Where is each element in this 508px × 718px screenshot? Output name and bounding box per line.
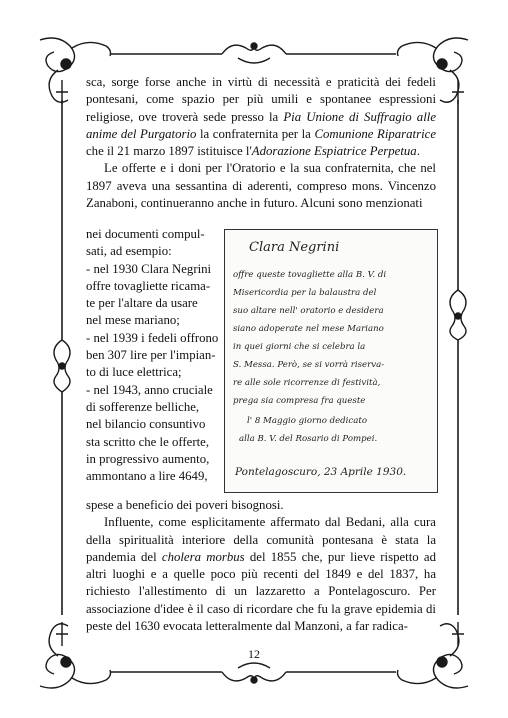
letter-line: suo altare nell' oratorio e desidera bbox=[233, 306, 384, 316]
text-run: del 1855 che, pur lieve rispetto ad altri luoghi e a quelle poco più recenti del 1849 e del 1837, ha richiesto l'allestimento di un lazzaretto a Pontelagoscuro. Per associazione d'idee è il caso di ricordare che fu la grave epidemia di peste del 1630 evocata letteralmente dal Manzoni, a far radica- bbox=[86, 549, 436, 634]
body-text-top bbox=[86, 74, 436, 212]
letter-line: l' 8 Maggio giorno dedicato bbox=[247, 416, 367, 426]
text-run: la confraternita per la bbox=[196, 126, 315, 141]
wrapped-line: nel bilancio consuntivo bbox=[86, 417, 206, 432]
bottom-center-ornament bbox=[222, 663, 286, 683]
letter-line: in quei giorni che si celebra la bbox=[233, 342, 366, 352]
wrapped-line: sta scritto che le offerte, bbox=[86, 434, 210, 449]
page-number: 12 bbox=[248, 647, 260, 661]
letter-line: prega sia compresa fra queste bbox=[233, 396, 366, 406]
wrapped-line: ben 307 lire per l'impian- bbox=[86, 348, 216, 363]
wrapped-text-column bbox=[86, 226, 219, 485]
italic-phrase: Pia Unione di Suffragio alle anime del Purgatorio bbox=[86, 109, 436, 141]
wrapped-line: - nel 1943, anno cruciale bbox=[86, 382, 213, 397]
top-center-ornament bbox=[222, 43, 286, 63]
wrapped-line: ammontano a lire 4649, bbox=[86, 469, 208, 484]
body-text-bottom bbox=[86, 497, 436, 635]
wrapped-line: - nel 1939 i fedeli offrono bbox=[86, 330, 219, 345]
paragraph-2: Le offerte e i doni per l'Oratorio e la sua confraternita, che nel 1897 aveva una sessantina di aderenti, compreso mons. Vincenzo Zanaboni, continueranno anche in futuro. Alcuni sono menzionati bbox=[86, 161, 436, 211]
right-middle-ornament bbox=[450, 290, 466, 340]
italic-phrase: Comunione Riparatrice bbox=[314, 126, 437, 141]
wrapped-line: - nel 1930 Clara Negrini bbox=[86, 261, 212, 276]
paragraph-1 bbox=[86, 74, 436, 160]
letter-line: Clara Negrini bbox=[249, 240, 340, 255]
text-run: Influente, come esplicitamente affermato dal Bedani, alla cura della spiritualità interiore della comunità pontesana è stata la pandemia del bbox=[86, 515, 436, 564]
left-middle-ornament bbox=[54, 340, 70, 392]
wrapped-line: offre tovagliette ricama- bbox=[86, 278, 211, 293]
italic-phrase: Adorazione Espiatrice Perpetua bbox=[251, 144, 417, 159]
paragraph-3 bbox=[86, 514, 436, 635]
letter-line: siano adoperate nel mese Mariano bbox=[233, 324, 384, 334]
wrapped-line: sati, ad esempio: bbox=[86, 244, 172, 259]
wrapped-line: nei documenti compul- bbox=[86, 227, 205, 241]
italic-phrase: cholera morbus bbox=[161, 549, 245, 564]
letter-line: Misericordia per la balaustra del bbox=[233, 288, 377, 298]
wrapped-line: nel mese mariano; bbox=[86, 313, 180, 328]
paragraph-2-end: spese a beneficio dei poveri bisognosi. bbox=[86, 498, 284, 512]
text-run: che il 21 marzo 1897 istituisce l' bbox=[86, 144, 252, 159]
wrapped-line: te per l'altare da usare bbox=[86, 296, 198, 311]
wrapped-line: to di luce elettrica; bbox=[86, 365, 182, 380]
letter-line: re alle sole ricorrenze di festività, bbox=[233, 378, 381, 388]
handwritten-letter-image bbox=[224, 229, 438, 493]
letter-line: alla B. V. del Rosario di Pompei. bbox=[239, 434, 378, 444]
letter-line: S. Messa. Però, se si vorrà riserva- bbox=[233, 360, 385, 370]
text-run: . bbox=[416, 144, 420, 159]
wrapped-line: di sofferenze belliche, bbox=[86, 399, 200, 414]
text-run: sca, sorge forse anche in virtù di necessità e praticità dei fedeli pontesani, come spazio per più umili e spontanee espressioni religiose, ove troverà sede presso la bbox=[86, 75, 436, 124]
letter-line: offre queste tovagliette alla B. V. di bbox=[233, 270, 387, 280]
wrapped-line: in progressivo aumento, bbox=[86, 451, 210, 466]
letter-line: Pontelagoscuro, 23 Aprile 1930. bbox=[235, 466, 407, 478]
